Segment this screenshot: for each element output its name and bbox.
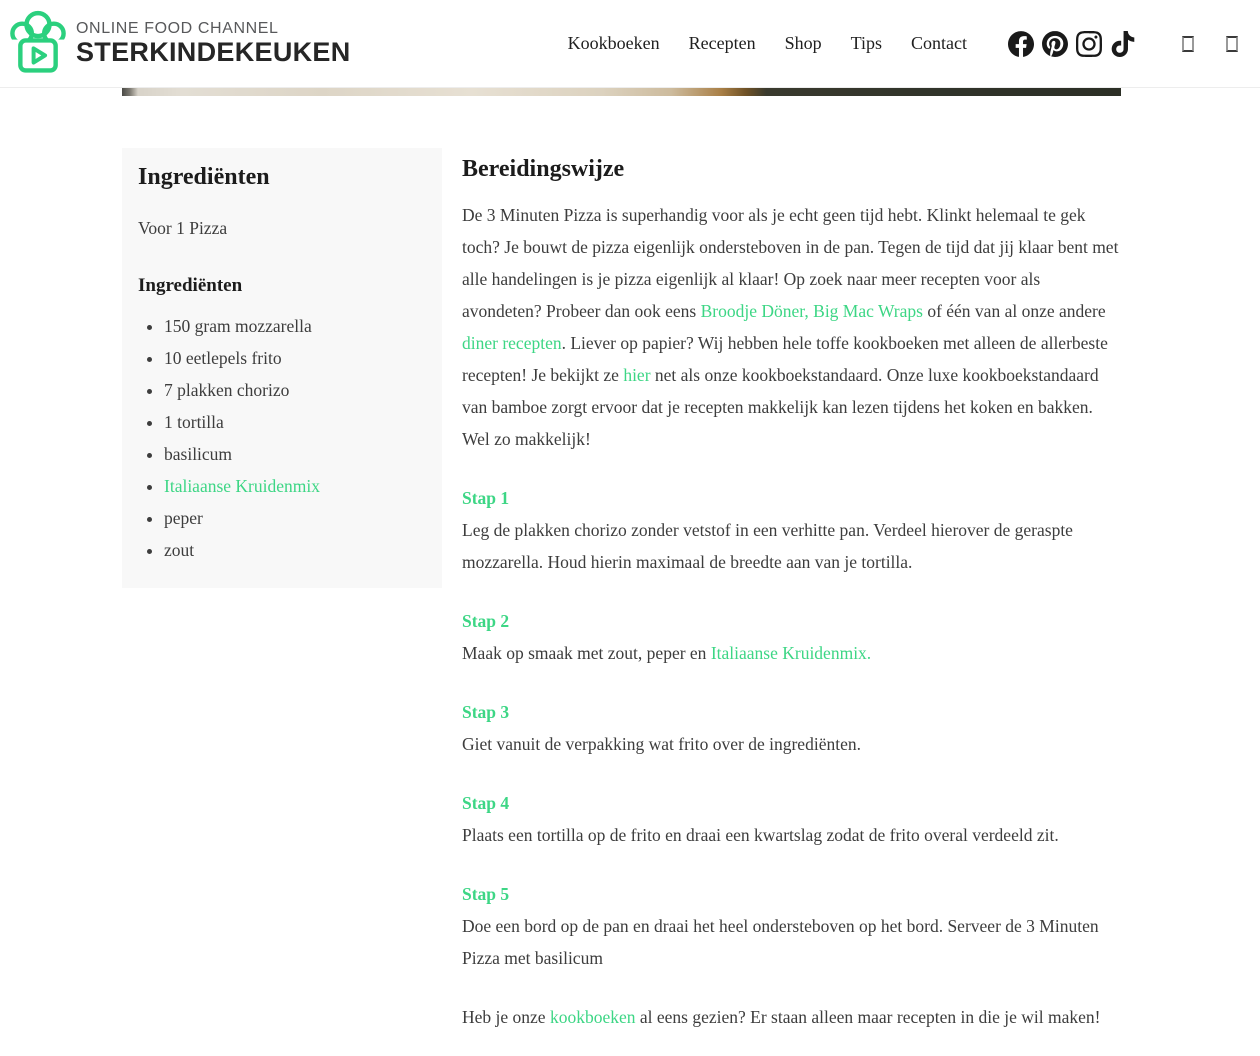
text-run: Doe een bord op de pan en draai het heel ondersteboven op het bord. Serveer de 3 Minuten Pizza met basilicum [462,916,1099,968]
missing-glyph-button-2[interactable] [1226,36,1238,52]
step-text-3 [462,728,1122,760]
text-run: Maak op smaak met zout, peper en [462,643,711,663]
instructions-section [462,148,1122,1033]
ingredients-subtitle: Ingrediënten [138,275,243,296]
step-heading-1: Stap 1 [462,488,510,508]
brand-text [76,21,351,66]
pinterest-link[interactable] [1041,30,1068,57]
ingredient-item: • 10 eetlepels frito [164,349,426,368]
text-run: De 3 Minuten Pizza is superhandig voor als je echt geen tijd hebt. Klinkt helemaal te gek toch? Je bouwt de pizza eigenlijk ondersteboven in de pan. Tegen de tijd dat jij klaar bent met alle handelingen is je pizza eigenlijk al klaar! Op zoek naar meer recepten voor als avondeten? Probeer dan ook eens [462,205,1119,321]
text-run: Leg de plakken chorizo zonder vetstof in een verhitte pan. Verdeel hierover de geraspte mozzarella. Houd hierin maximaal de breedte aan van je tortilla. [462,520,1073,572]
main-nav [568,33,967,54]
text-run: Giet vanuit de verpakking wat frito over de ingrediënten. [462,734,861,754]
recipe-content [0,148,1260,1033]
step-text-1 [462,514,1122,578]
pinterest-icon [1042,31,1068,57]
ingredient-item: • zout [164,541,426,560]
step-text-4 [462,819,1122,851]
brand-tagline: ONLINE FOOD CHANNEL [76,19,279,37]
brand-name: STERKINDEKEUKEN [76,36,351,67]
nav-item-kookboeken[interactable] [568,33,660,54]
nav-link-kookboeken[interactable]: Kookboeken [567,33,660,53]
inline-link[interactable]: Italiaanse Kruidenmix. [710,643,872,663]
ingredient-item: • basilicum [164,445,426,464]
outro-paragraph [462,1001,1122,1033]
nav-link-tips[interactable]: Tips [850,33,882,53]
nav-link-contact[interactable]: Contact [911,33,967,53]
serving-size: Voor 1 Pizza [138,218,228,238]
ingredients-panel [122,148,442,588]
nav-link-shop[interactable]: Shop [784,33,822,53]
step-heading-2: Stap 2 [462,611,510,631]
ingredient-item: • 150 gram mozzarella [164,317,426,336]
facebook-icon [1008,31,1034,57]
inline-link[interactable]: Big Mac Wraps [813,301,923,321]
brand-logo[interactable] [8,8,351,80]
text-run: Heb je onze [462,1007,550,1027]
nav-item-tips[interactable] [851,33,882,54]
inline-link[interactable]: diner recepten [462,333,562,353]
text-run: of één van al onze andere [922,301,1106,321]
social-links [1007,30,1136,57]
ingredient-item: • 7 plakken chorizo [164,381,426,400]
text-run: . Liever op papier? Wij hebben hele toffe kookboeken met alleen de allerbeste recepten! Je bekijkt ze [462,333,1108,385]
inline-link[interactable]: Broodje Döner, [700,301,809,321]
header-extra-buttons [1182,36,1238,52]
text-run: Plaats een tortilla op de frito en draai een kwartslag zodat de frito overal verdeeld zit. [462,825,1059,845]
step-heading-3: Stap 3 [462,702,510,722]
ingredients-list [138,317,426,560]
step-heading-4: Stap 4 [462,793,510,813]
intro-paragraph [462,199,1122,455]
tiktok-icon [1110,31,1136,57]
step-text-2 [462,637,1122,669]
instagram-link[interactable] [1075,30,1102,57]
nav-item-shop[interactable] [785,33,822,54]
ingredient-item: • peper [164,509,426,528]
ingredients-title: Ingrediënten [138,164,270,190]
ingredient-item [164,477,426,496]
facebook-link[interactable] [1007,30,1034,57]
nav-list [568,33,967,54]
inline-link[interactable]: hier [623,365,651,385]
step-text-5 [462,910,1122,974]
missing-glyph-button-1[interactable] [1182,36,1194,52]
tiktok-link[interactable] [1109,30,1136,57]
instagram-icon [1076,31,1102,57]
instructions-title: Bereidingswijze [462,156,625,182]
inline-link[interactable]: kookboeken [549,1007,636,1027]
site-header [0,0,1260,88]
hero-image-strip [122,88,1121,96]
ingredient-item: • 1 tortilla [164,413,426,432]
nav-item-contact[interactable] [911,33,967,54]
chef-hat-play-icon [8,8,68,80]
nav-link-recepten[interactable]: Recepten [688,33,756,53]
text-run: net als onze kookboekstandaard. Onze luxe kookboekstandaard van bamboe zorgt ervoor dat je recepten makkelijk kan lezen tijdens het koken en bakken. Wel zo makkelijk! [462,365,1099,449]
text-run: al eens gezien? Er staan alleen maar recepten in die je wil maken! [635,1007,1101,1027]
nav-item-recepten[interactable] [689,33,756,54]
step-heading-5: Stap 5 [462,884,510,904]
ingredient-link-kruidenmix[interactable]: Italiaanse Kruidenmix [164,476,320,496]
